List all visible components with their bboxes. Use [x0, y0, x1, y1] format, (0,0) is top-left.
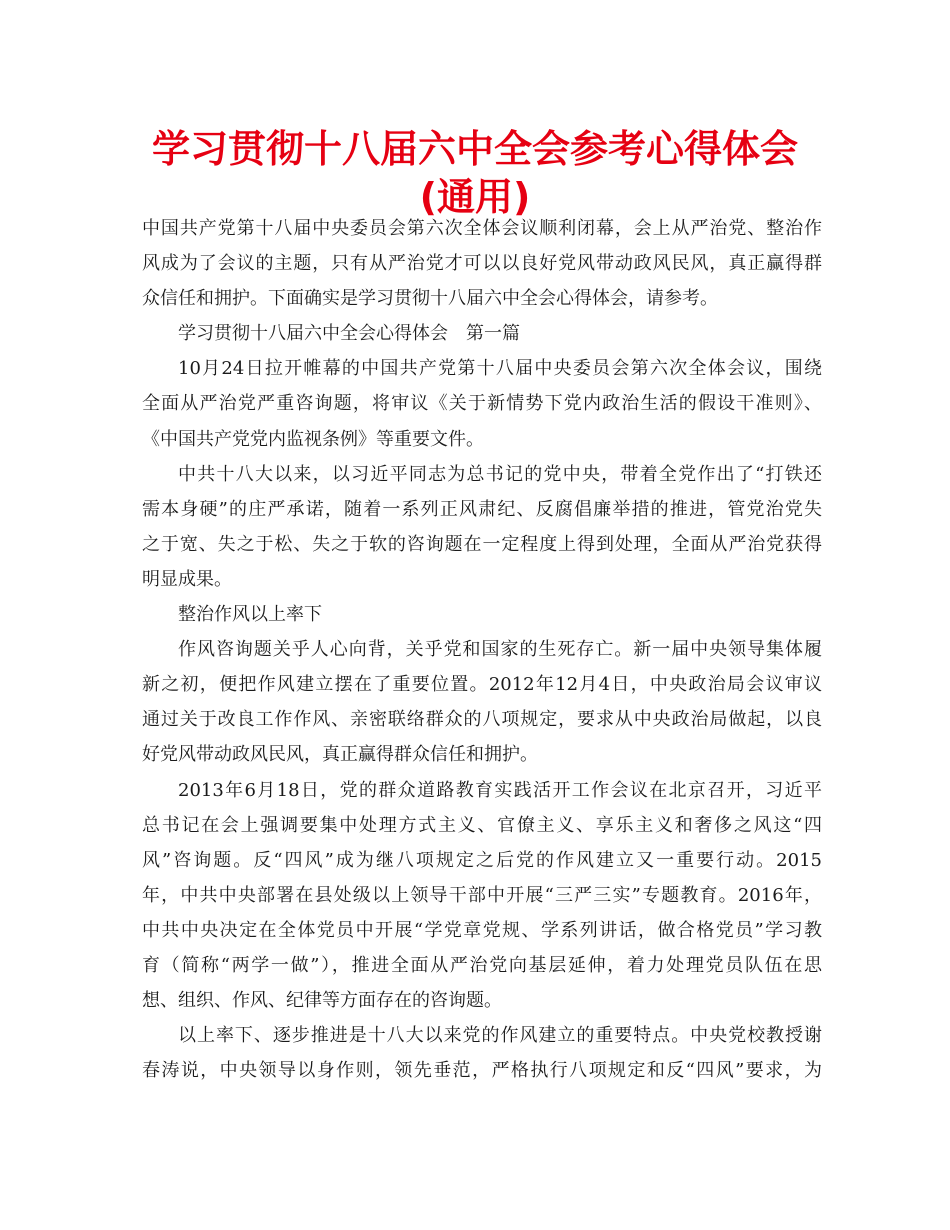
text-line: 明显成果。 — [142, 568, 232, 590]
text-line: 育（简称“两学一做”），推进全面从严治党向基层延伸，着力处理党员队伍在思 — [142, 954, 822, 976]
text-line: 全面从严治党严重咨询题，将审议《关于新情势下党内政治生活的假设干准则》、 — [142, 393, 822, 415]
paragraph — [142, 597, 822, 632]
text-line: 风”咨询题。反“四风”成为继八项规定之后党的作风建立又一重要行动。2015 — [142, 849, 822, 871]
document-title: 学习贯彻十八届六中全会参考心得体会 — [151, 127, 798, 171]
text-line: 2013年6月18日，党的群众道路教育实践活开工作会议在北京召开，习近平 — [178, 779, 822, 801]
text-line: 10月24日拉开帷幕的中国共产党第十八届中央委员会第六次全体会议，围绕 — [178, 358, 822, 380]
text-line: 新之初，便把作风建立摆在了重要位置。2012年12月4日，中央政治局会议审议 — [142, 674, 822, 696]
paragraph — [142, 773, 822, 1019]
text-line: 作风咨询题关乎人心向背，关乎党和国家的生死存亡。新一届中央领导集体履 — [178, 639, 822, 661]
paragraph — [142, 351, 822, 456]
text-line: 中共中央决定在全体党员中开展“学党章党规、学系列讲话，做合格党员”学习教 — [142, 919, 822, 941]
text-line: 《中国共产党党内监视条例》等重要文件。 — [142, 428, 484, 450]
text-line: 通过关于改良工作作风、亲密联络群众的八项规定，要求从中央政治局做起，以良 — [142, 709, 822, 731]
text-line: 之于宽、失之于松、失之于软的咨询题在一定程度上得到处理，全面从严治党获得 — [142, 533, 822, 555]
text-line: 风成为了会议的主题，只有从严治党才可以以良好党风带动政风民风，真正赢得群 — [142, 253, 822, 275]
text-line: 众信任和拥护。下面确实是学习贯彻十八届六中全会心得体会，请参考。 — [142, 288, 718, 310]
text-line: 中国共产党第十八届中央委员会第六次全体会议顺利闭幕，会上从严治党、整治作 — [142, 218, 822, 239]
paragraph — [142, 211, 822, 316]
document-body — [142, 211, 822, 1088]
text-line: 好党风带动政风民风，真正赢得群众信任和拥护。 — [142, 744, 538, 766]
text-line: 整治作风以上率下 — [178, 604, 322, 626]
text-line: 想、组织、作风、纪律等方面存在的咨询题。 — [142, 990, 502, 1012]
paragraph — [142, 1018, 822, 1088]
text-line: 春涛说，中央领导以身作则，领先垂范，严格执行八项规定和反“四风”要求，为 — [142, 1060, 822, 1082]
text-line: 以上率下、逐步推进是十八大以来党的作风建立的重要特点。中央党校教授谢 — [178, 1025, 822, 1047]
paragraph — [142, 316, 822, 351]
text-line: 总书记在会上强调要集中处理方式主义、官僚主义、享乐主义和奢侈之风这“四 — [142, 814, 822, 836]
document-title-suffix: (通用) — [419, 175, 531, 219]
text-line: 需本身硬”的庄严承诺，随着一系列正风肃纪、反腐倡廉举措的推进，管党治党失 — [142, 498, 822, 520]
text-line: 年，中共中央部署在县处级以上领导干部中开展“三严三实”专题教育。2016年， — [142, 884, 822, 906]
text-line: 学习贯彻十八届六中全会心得体会 第一篇 — [178, 323, 520, 345]
text-line: 中共十八大以来，以习近平同志为总书记的党中央，带着全党作出了“打铁还 — [178, 463, 822, 485]
paragraph — [142, 632, 822, 772]
paragraph — [142, 457, 822, 597]
